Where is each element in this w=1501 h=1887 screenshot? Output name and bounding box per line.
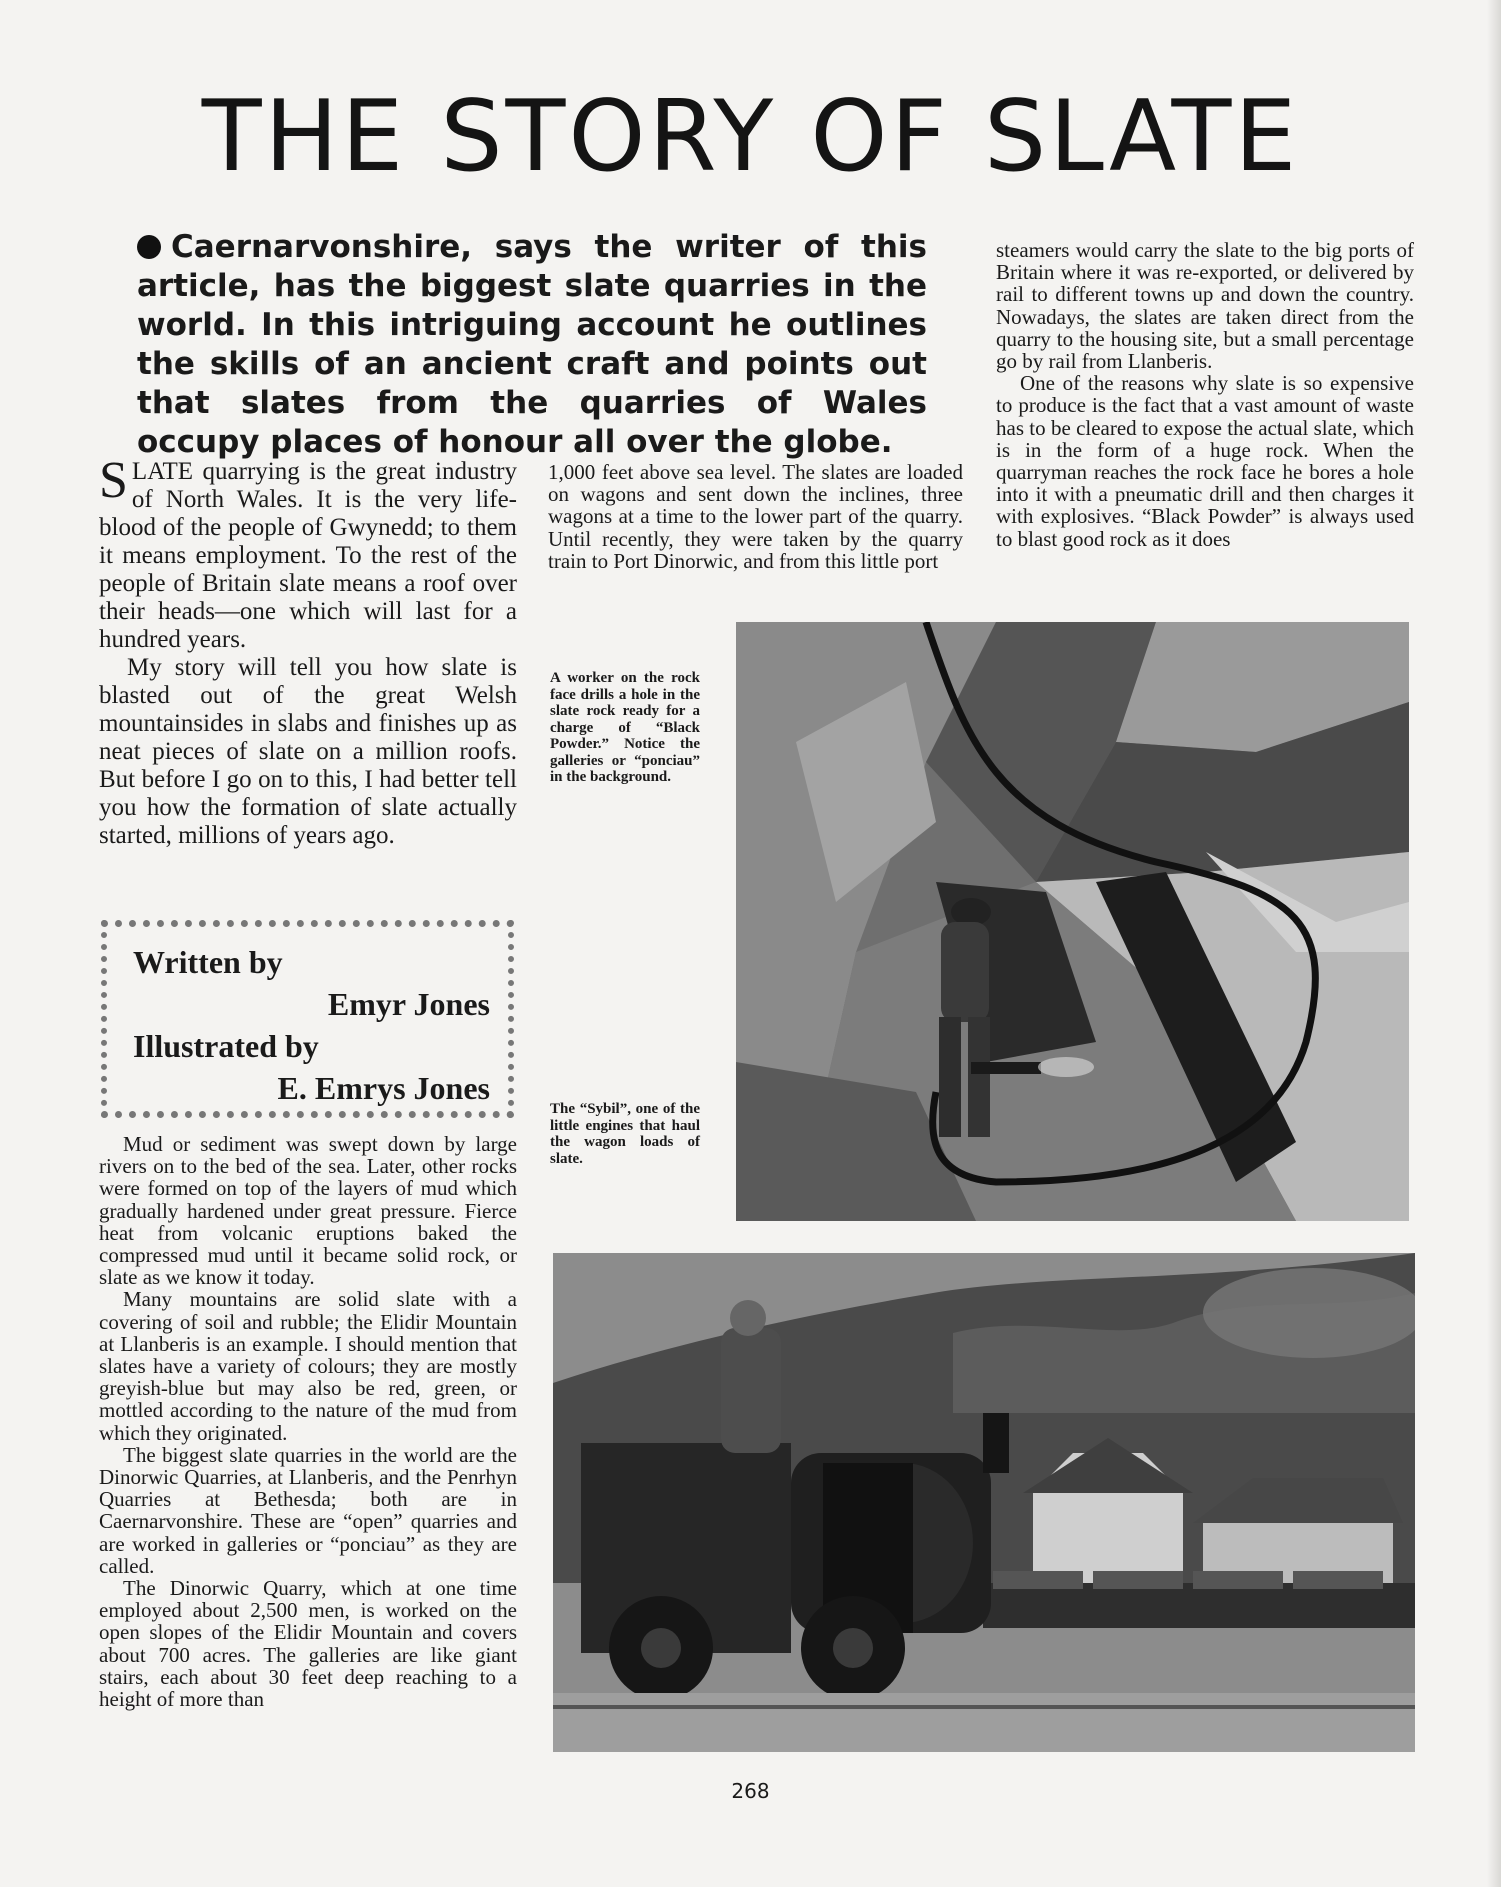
column-3-text bbox=[996, 239, 1414, 550]
column-3-paragraph-2: One of the reasons why slate is so expensive to produce is the fact that a vast amount of waste has to be cleared to expose the actual slate, which is in the form of a huge rock. When the quarryman reaches the rock face he bores a hole into it with a pneumatic drill and then charges it with explosives. “Black Powder” is always used to blast good rock as it does bbox=[996, 371, 1414, 551]
author-name: Emyr Jones bbox=[327, 986, 490, 1022]
rock-face-drill-illustration bbox=[736, 622, 1409, 1221]
body-paragraph-dinorwic: The Dinorwic Quarry, which at one time employed about 2,500 men, is worked on the open slopes of the Elidir Mountain and covers about 700 acres. The galleries are like giant stairs, each about 30 feet deep reaching to a height of more than bbox=[99, 1576, 517, 1712]
column-2-paragraph: 1,000 feet above sea level. The slates are loaded on wagons and sent down the inclines, three wagons at a time to the lower part of the quarry. Until recently, they were taken by the quarry train to Port Dinorwic, and from this little port bbox=[548, 460, 963, 573]
column-1-intro bbox=[99, 452, 517, 850]
article-title: THE STORY OF SLATE bbox=[201, 80, 1300, 194]
column-2-text bbox=[548, 461, 963, 572]
drill-photo-caption: A worker on the rock face drills a hole in the slate rock ready for a charge of “Black Powder.” Notice the galleries or “ponciau” in the background. bbox=[550, 670, 700, 785]
body-paragraph-mountains: Many mountains are solid slate with a covering of soil and rubble; the Elidir Mountain at Llanberis is an example. I should mention that slates have a variety of colours; they are mostly greyish-blue but may also be red, green, or mottled according to the nature of the mud from which they originated. bbox=[99, 1287, 517, 1445]
intro-paragraph-1: LATE quarrying is the great industry of North Wales. It is the very life-blood of the people of Gwynedd; to them it means employment. To the rest of the people of Britain slate means a roof over their heads—one which will last for a hundred years. bbox=[99, 458, 517, 653]
page-edge-shadow bbox=[1487, 0, 1501, 1887]
sybil-locomotive-illustration bbox=[553, 1253, 1415, 1752]
page-number: 268 bbox=[731, 1779, 770, 1803]
written-by-label: Written by bbox=[133, 944, 283, 980]
body-paragraph-mud: Mud or sediment was swept down by large rivers on to the bed of the sea. Later, other rocks were formed on top of the layers of mud which gradually hardened under great pressure. Fierce heat from volcanic eruptions baked the compressed mud until it became solid rock, or slate as we know it today. bbox=[99, 1132, 517, 1290]
article-standfirst bbox=[137, 228, 927, 462]
illustrator-name: E. Emrys Jones bbox=[277, 1070, 490, 1106]
intro-paragraph-2: My story will tell you how slate is blasted out of the great Welsh mountainsides in slabs and finishes up as neat pieces of slate on a million roofs. But before I go on to this, I had better tell you how the formation of slate actually started, millions of years ago. bbox=[99, 654, 517, 849]
sybil-locomotive-photo bbox=[553, 1253, 1415, 1752]
byline-box bbox=[101, 920, 514, 1118]
standfirst-text: Caernarvonshire, says the writer of this article, has the biggest slate quarries in the world. In this intriguing account he outlines the skills of an ancient craft and points out that slates from the quarries of Wales occupy places of honour all over the globe. bbox=[137, 229, 927, 460]
column-3-paragraph-1: steamers would carry the slate to the big ports of Britain where it was re-exported, or delivered by rail to different towns up and down the country. Nowadays, the slates are taken direct from the quarry to the housing site, but a small percentage go by rail from Llanberis. bbox=[996, 238, 1414, 374]
drop-cap: S bbox=[99, 452, 128, 509]
bullet-icon bbox=[137, 235, 161, 259]
body-paragraph-quarries: The biggest slate quarries in the world are the Dinorwic Quarries, at Llanberis, and the Penrhyn Quarries at Bethesda; both are in Caernarvonshire. These are “open” quarries and are worked in galleries or “ponciau” as they are called. bbox=[99, 1442, 517, 1578]
illustrated-by-label: Illustrated by bbox=[133, 1028, 319, 1064]
column-1-body bbox=[99, 1133, 517, 1710]
rock-face-drill-photo bbox=[736, 622, 1409, 1221]
sybil-photo-caption: The “Sybil”, one of the little engines that haul the wagon loads of slate. bbox=[550, 1101, 700, 1167]
